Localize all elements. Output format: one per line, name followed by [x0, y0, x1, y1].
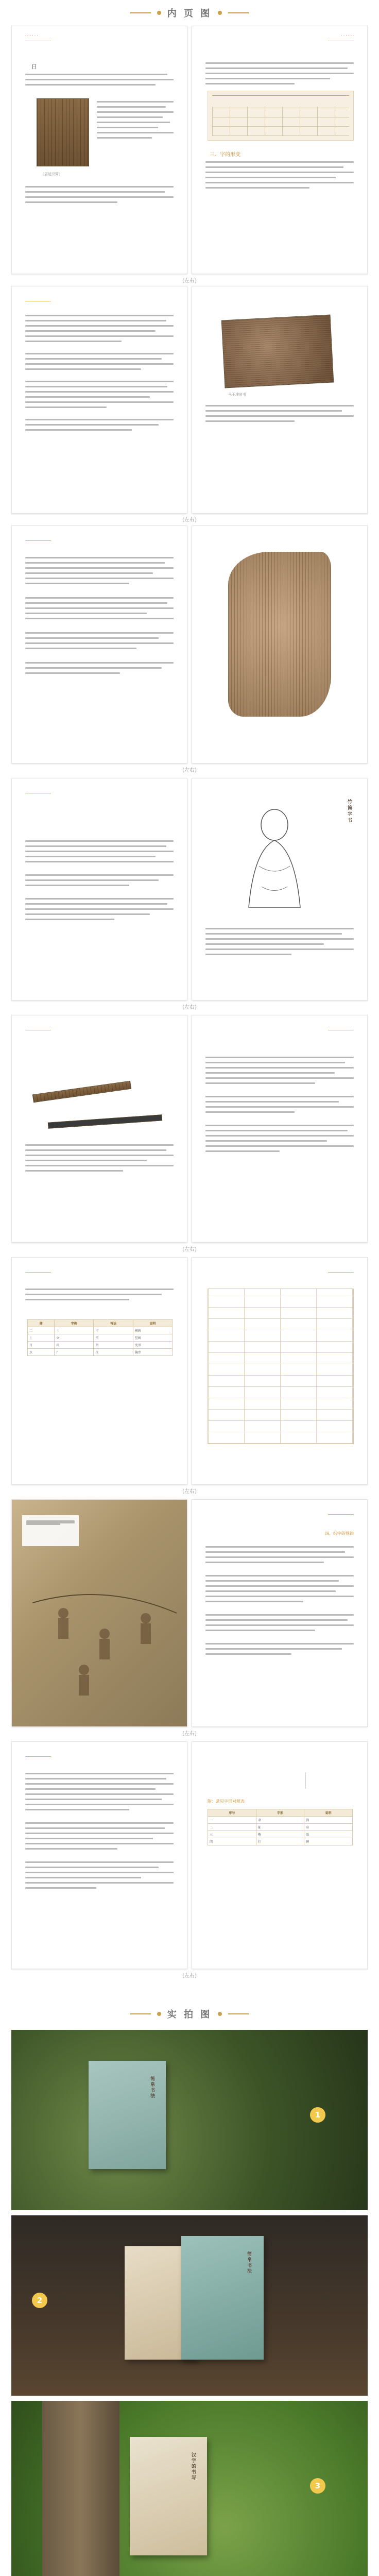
body-text	[205, 1057, 354, 1156]
page-label: (左右)	[182, 1247, 197, 1252]
caption-box	[22, 1515, 79, 1546]
book-cover	[130, 2437, 207, 2555]
left-heading: 日	[31, 63, 37, 70]
photo-number-tag: 2	[32, 2293, 47, 2308]
body-text	[25, 1773, 174, 1892]
slip-image-2	[48, 1114, 162, 1128]
page-label: (左右)	[182, 1489, 197, 1495]
gold-rule	[328, 1272, 354, 1273]
body-text	[205, 62, 354, 88]
banner-bar-right	[228, 12, 249, 13]
page-label: (左右)	[182, 768, 197, 773]
section-heading: 四、结字的规律	[325, 1531, 354, 1536]
body-text	[25, 1289, 174, 1304]
page-label: (左右)	[182, 1731, 197, 1737]
page-label: (左右)	[182, 278, 197, 284]
body-text	[25, 1144, 174, 1175]
spread-4-left-page	[11, 778, 187, 1001]
banner-bar-left	[130, 12, 151, 13]
slip-image-1	[32, 1081, 131, 1103]
spread-2	[11, 286, 368, 513]
spread-5	[11, 1015, 368, 1242]
book-subtitle: 汉字的书写	[191, 2452, 196, 2481]
book-cover	[181, 2236, 264, 2360]
gold-rule	[25, 540, 51, 541]
gold-rule	[25, 1756, 51, 1757]
table-header-row: 序号 字形 说明	[208, 1809, 353, 1817]
spread-6	[11, 1257, 368, 1484]
photo-number-tag: 1	[310, 2107, 325, 2123]
right-heading: 三、字的形变	[210, 152, 240, 158]
spread-5-left-page	[11, 1015, 187, 1243]
section-banner-inner	[0, 3, 379, 23]
gold-rule	[25, 1272, 51, 1273]
spread-3	[11, 526, 368, 762]
banner-dot-left	[157, 11, 161, 15]
book-title: 简帛书法	[149, 2076, 154, 2099]
silk-manuscript-image	[221, 315, 334, 388]
table-row: 月 肉 胡 变形	[28, 1342, 173, 1349]
table-row: 水 氵 江 偏旁	[28, 1349, 173, 1356]
table-header-row: 部 字例 写法 说明	[28, 1320, 173, 1327]
figure-caption: 马王堆帛书	[228, 393, 246, 397]
table-row: 二 十 丰 横画	[28, 1327, 173, 1334]
tree-trunk	[42, 2401, 119, 2576]
spread-1	[11, 26, 368, 273]
bamboo-slip-image	[37, 98, 89, 166]
gold-rule	[328, 1514, 354, 1515]
spread-4-right-page	[192, 778, 368, 1001]
spread-6-right-page	[192, 1257, 368, 1485]
char-table	[27, 1319, 173, 1356]
banner-dot-right	[218, 11, 222, 15]
spread-1-right-page	[192, 26, 368, 274]
painting-figures	[32, 1572, 177, 1706]
spread-6-left-page	[11, 1257, 187, 1485]
figure-caption: （居延汉简）	[41, 172, 62, 176]
spread-7-left-page	[11, 1499, 187, 1727]
body-text	[205, 1546, 354, 1658]
running-head: · · · · · ·	[341, 33, 354, 38]
spread-5-right-page	[192, 1015, 368, 1243]
spread-2-left-page	[11, 286, 187, 514]
table-row: 丄 立 辛 竖画	[28, 1334, 173, 1342]
banner-dot-right	[218, 2012, 222, 2016]
section-banner-real	[0, 2004, 379, 2024]
table-row: 四 行 碑	[208, 1838, 353, 1845]
photo-3	[11, 2401, 368, 2576]
body-text	[25, 74, 174, 89]
figure-sketch	[233, 804, 316, 918]
side-title: 竹简字书	[347, 799, 352, 824]
spread-1-left-page	[11, 26, 187, 274]
table-row: 二 篆 帛	[208, 1824, 353, 1831]
page-label: (左右)	[182, 1005, 197, 1010]
body-text	[205, 928, 354, 959]
side-text	[97, 101, 174, 142]
spread-3-left-page	[11, 526, 187, 764]
page-label: (左右)	[182, 1973, 197, 1979]
body-text-2	[205, 161, 354, 192]
table-title: 附：常见字形对照表	[208, 1799, 245, 1804]
spread-4	[11, 778, 368, 999]
spread-8-right-page	[192, 1741, 368, 1969]
corner-mark	[305, 1773, 326, 1788]
section-title: 内 页 图	[167, 8, 212, 19]
book-title: 简帛书法	[246, 2251, 251, 2274]
spread-7-right-page	[192, 1499, 368, 1727]
char-table-image	[208, 91, 354, 141]
running-head: · · · · · ·	[25, 33, 38, 38]
body-text	[25, 315, 174, 434]
banner-bar-right	[228, 2013, 249, 2014]
photo-number-tag: 3	[310, 2478, 325, 2494]
table-row: 三 楷 纸	[208, 1831, 353, 1838]
banner-bar-left	[130, 2013, 151, 2014]
page-label: (左右)	[182, 517, 197, 523]
char-table-2	[208, 1289, 354, 1444]
spread-7	[11, 1499, 368, 1726]
ancient-paper-image	[228, 552, 331, 717]
reference-table	[208, 1809, 353, 1845]
photo-2	[11, 2215, 368, 2396]
photo-1	[11, 2030, 368, 2210]
spread-3-right-page	[192, 526, 368, 764]
body-text	[25, 557, 174, 677]
spread-8-left-page	[11, 1741, 187, 1969]
spread-8	[11, 1741, 368, 1968]
book-cover	[89, 2061, 166, 2169]
spread-2-right-page	[192, 286, 368, 514]
body-text	[25, 840, 174, 924]
banner-dot-left	[157, 2012, 161, 2016]
table-row: 一 隶 简	[208, 1817, 353, 1824]
section-title: 实 拍 图	[167, 2009, 212, 2020]
body-text-2	[25, 186, 174, 207]
body-text	[205, 405, 354, 426]
